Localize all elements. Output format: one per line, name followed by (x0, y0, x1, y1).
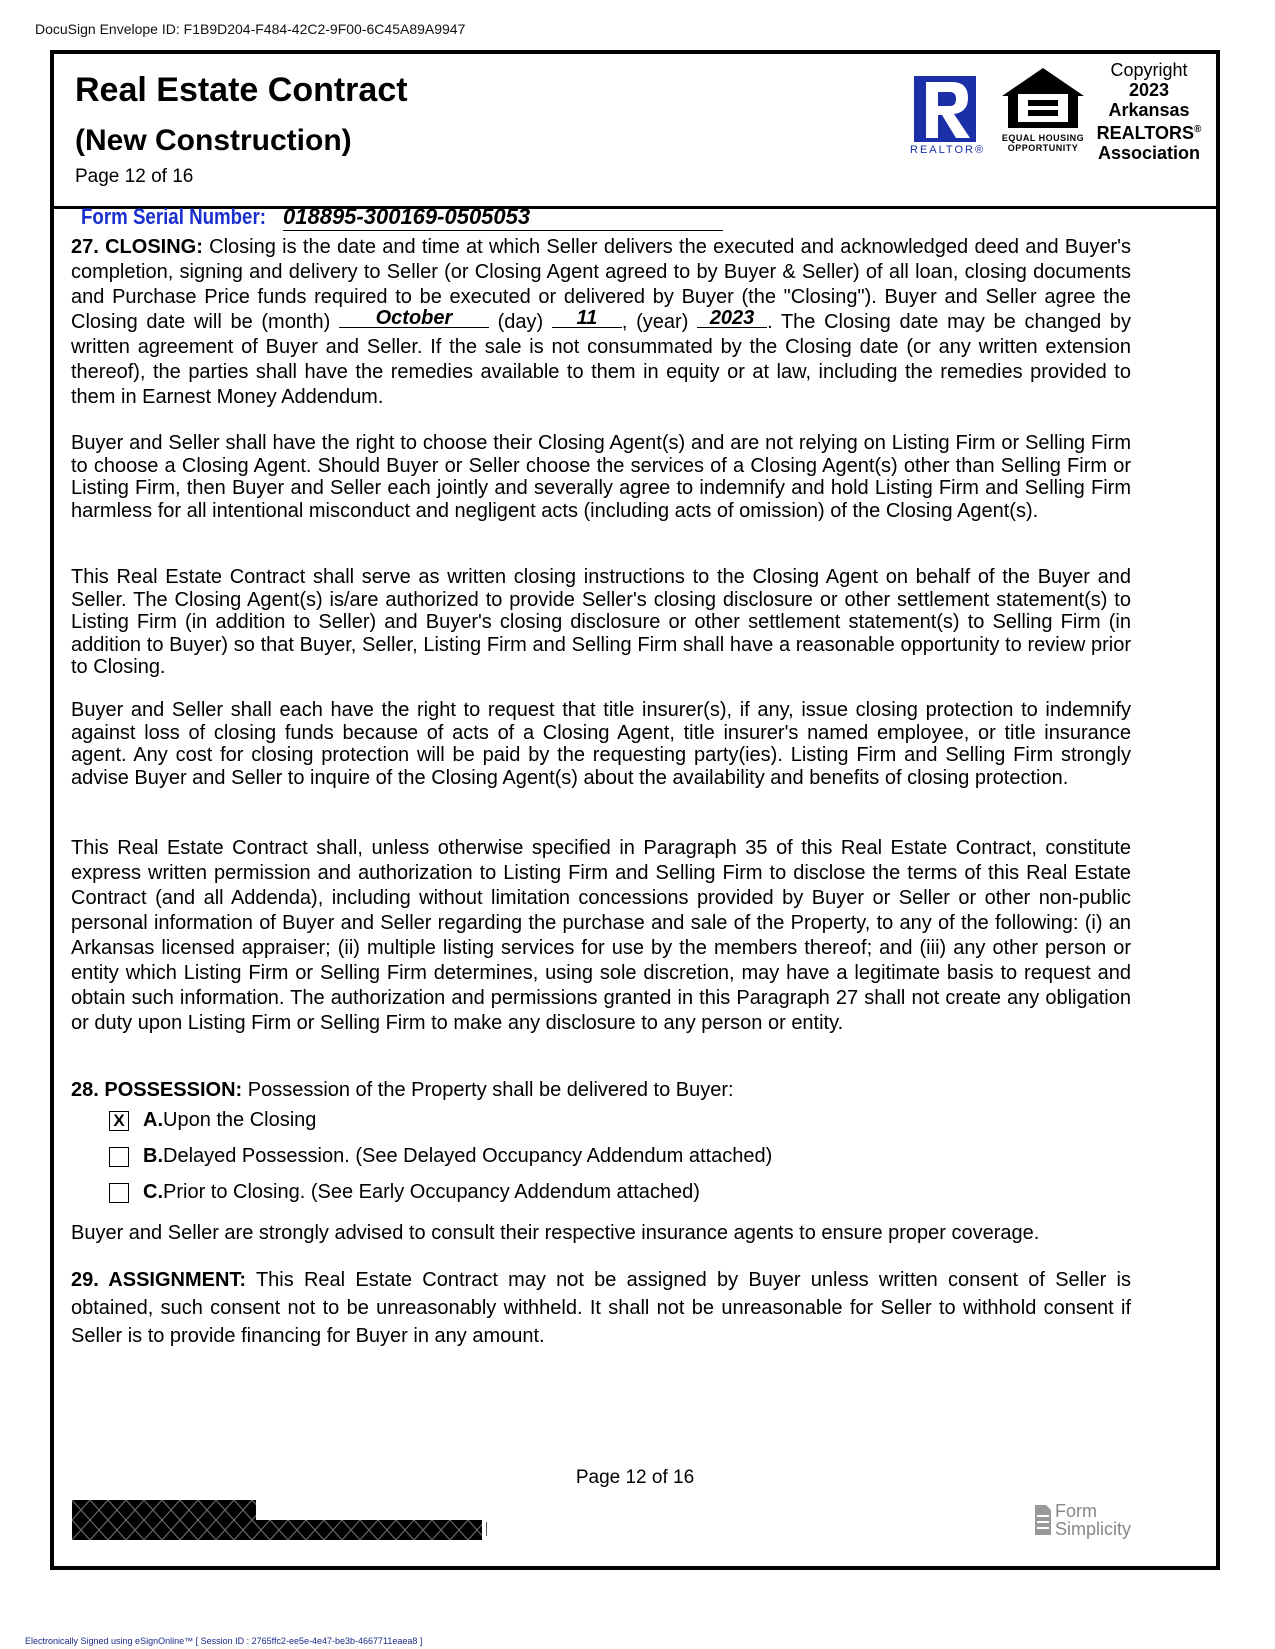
serial-label: Form Serial Number: (81, 204, 266, 229)
page-number-bottom: Page 12 of 16 (575, 1467, 695, 1488)
section-27-heading: 27. CLOSING: (71, 236, 203, 258)
section-29-assignment: 29. ASSIGNMENT: This Real Estate Contract may not be assigned by Buyer unless written consent of Seller is obtained, such consent not to be unreasonably withheld. It shall not be unreasonable for Seller to withhold consent if Seller is to provide financing for Buyer in any amount. (71, 1269, 1132, 1347)
form-header (54, 54, 1216, 209)
section-28-heading: 28. POSSESSION: (71, 1079, 243, 1101)
possession-c-checkbox[interactable] (109, 1183, 129, 1203)
formsimplicity-logo (1035, 1502, 1131, 1538)
disclosure-permission-paragraph: This Real Estate Contract shall, unless otherwise specified in Paragraph 35 of this Real Estate Contract, constitute express written permission and authorization to Listing Firm and Selling Firm to disclose the terms of this Real Estate Contract (and all Addenda), including without limitation concessions provided by Buyer or Seller or other non-public personal information of Buyer and Seller regarding the purchase and sale of the Property, to any of the following: (i) an Arkansas licensed appraiser; (ii) multiple listing services for use by the members thereof; and (iii) any other person or entity which Listing Firm or Selling Firm determines, using sole discretion, may have a legitimate basis to request and obtain such information. The authorization and permissions granted in this Paragraph 27 shall not create any obligation or duty upon Listing Firm or Selling Firm to make any disclosure to any person or entity. (71, 837, 1131, 1034)
brand-line1: Form (1055, 1501, 1097, 1521)
possession-b-checkbox[interactable] (109, 1147, 129, 1167)
possession-a-checkbox[interactable]: X (109, 1111, 129, 1131)
realtor-r-icon (914, 76, 976, 142)
document-icon (1035, 1505, 1051, 1535)
closing-agent-paragraph: Buyer and Seller shall have the right to choose their Closing Agent(s) and are not relying on Listing Firm or Selling Firm to choose a Closing Agent. Should Buyer or Seller choose the services of a Closing Agent(s) other than Selling Firm or Listing Firm, then Buyer and Seller each jointly and severally agree to indemnify and hold Listing Firm and Selling Firm harmless for all intentional misconduct and negligent acts (including acts of omission) of the Closing Agent(s). (71, 432, 1131, 522)
esign-footer: Electronically Signed using eSignOnline™ [ Session ID : 2765ffc2-ee5e-4e47-be3b-4667711eaea8 ] (25, 1636, 423, 1646)
form-title: Real Estate Contract (75, 71, 408, 109)
closing-day-field[interactable]: 11 (552, 309, 622, 328)
closing-year-field[interactable]: 2023 (697, 309, 767, 328)
redacted-initials-field (72, 1500, 482, 1540)
section-29-heading: 29. ASSIGNMENT: (71, 1269, 247, 1291)
eho-line1: EQUAL HOUSING (1001, 133, 1085, 143)
section-27-closing: 27. CLOSING: Closing is the date and time at which Seller delivers the executed and acknowledged deed and Buyer's completion, signing and delivery to Seller (or Closing Agent agreed to by Buyer & Seller) of all loan, closing documents and Purchase Price funds required to be executed or delivered by Buyer (the "Closing"). Buyer and Seller agree the Closing date will be (month) October (day) 11 , (year) 2023 . The Closing date may be changed by written agreement of Buyer and Seller. If the sale is not consummated by the Closing date (or any written extension thereof), the parties shall have the remedies available to them in equity or at law, including the remedies provided to them in Earnest Money Addendum. (71, 236, 1132, 408)
closing-protection-paragraph: Buyer and Seller shall each have the right to request that title insurer(s), if any, issue closing protection to indemnify against loss of closing funds because of acts of a Closing Agent, title insurer's named employee, or title insurance agent. Any cost for closing protection will be paid by the requesting party(ies). Listing Firm and Selling Firm strongly advise Buyer and Seller to inquire of the Closing Agent(s) about the availability and benefits of closing protection. (71, 699, 1131, 789)
realtor-logo (910, 76, 986, 156)
page-number-top: Page 12 of 16 (75, 166, 194, 187)
possession-option-b: B. Delayed Possession. (See Delayed Occupancy Addendum attached) (109, 1145, 772, 1168)
copyright-year: 2023 (1128, 80, 1170, 100)
form-subtitle: (New Construction) (75, 124, 352, 157)
copyright-org: REALTORS (1096, 123, 1194, 143)
copyright-state: Arkansas (1108, 100, 1190, 120)
serial-number: 018895-300169-0505053 (283, 204, 723, 231)
section-28-possession: 28. POSSESSION: Possession of the Property shall be delivered to Buyer: (71, 1079, 734, 1101)
form-serial (81, 204, 531, 230)
equal-housing-logo (998, 64, 1088, 164)
possession-option-c: C. Prior to Closing. (See Early Occupancy Addendum attached) (109, 1181, 700, 1204)
realtor-logo-text: REALTOR® (910, 144, 986, 156)
brand-line2: Simplicity (1055, 1519, 1132, 1539)
eho-line2: OPPORTUNITY (1007, 143, 1079, 153)
closing-month-field[interactable]: October (339, 309, 489, 328)
equal-housing-house-icon (998, 64, 1088, 132)
envelope-id: DocuSign Envelope ID: F1B9D204-F484-42C2-9F00-6C45A89A9947 (35, 21, 466, 37)
copyright-block: Copyright 2023 Arkansas REALTORS® Association (1094, 60, 1204, 163)
signature-cursor (486, 1522, 487, 1536)
insurance-advice: Buyer and Seller are strongly advised to consult their respective insurance agents to ensure proper coverage. (71, 1222, 1040, 1244)
possession-option-a: X A. Upon the Closing (109, 1109, 316, 1132)
copyright-association: Association (1097, 143, 1201, 163)
copyright-label: Copyright (1110, 60, 1188, 80)
document-frame (50, 50, 1220, 1570)
closing-instructions-paragraph: This Real Estate Contract shall serve as written closing instructions to the Closing Agent on behalf of the Buyer and Seller. The Closing Agent(s) is/are authorized to provide Seller's closing disclosure or other settlement statement(s) to Listing Firm (in addition to Seller) and Buyer's closing disclosure or other settlement statement(s) to Selling Firm (in addition to Buyer) so that Buyer, Seller, Listing Firm and Selling Firm shall have a reasonable opportunity to review prior to Closing. (71, 566, 1131, 678)
